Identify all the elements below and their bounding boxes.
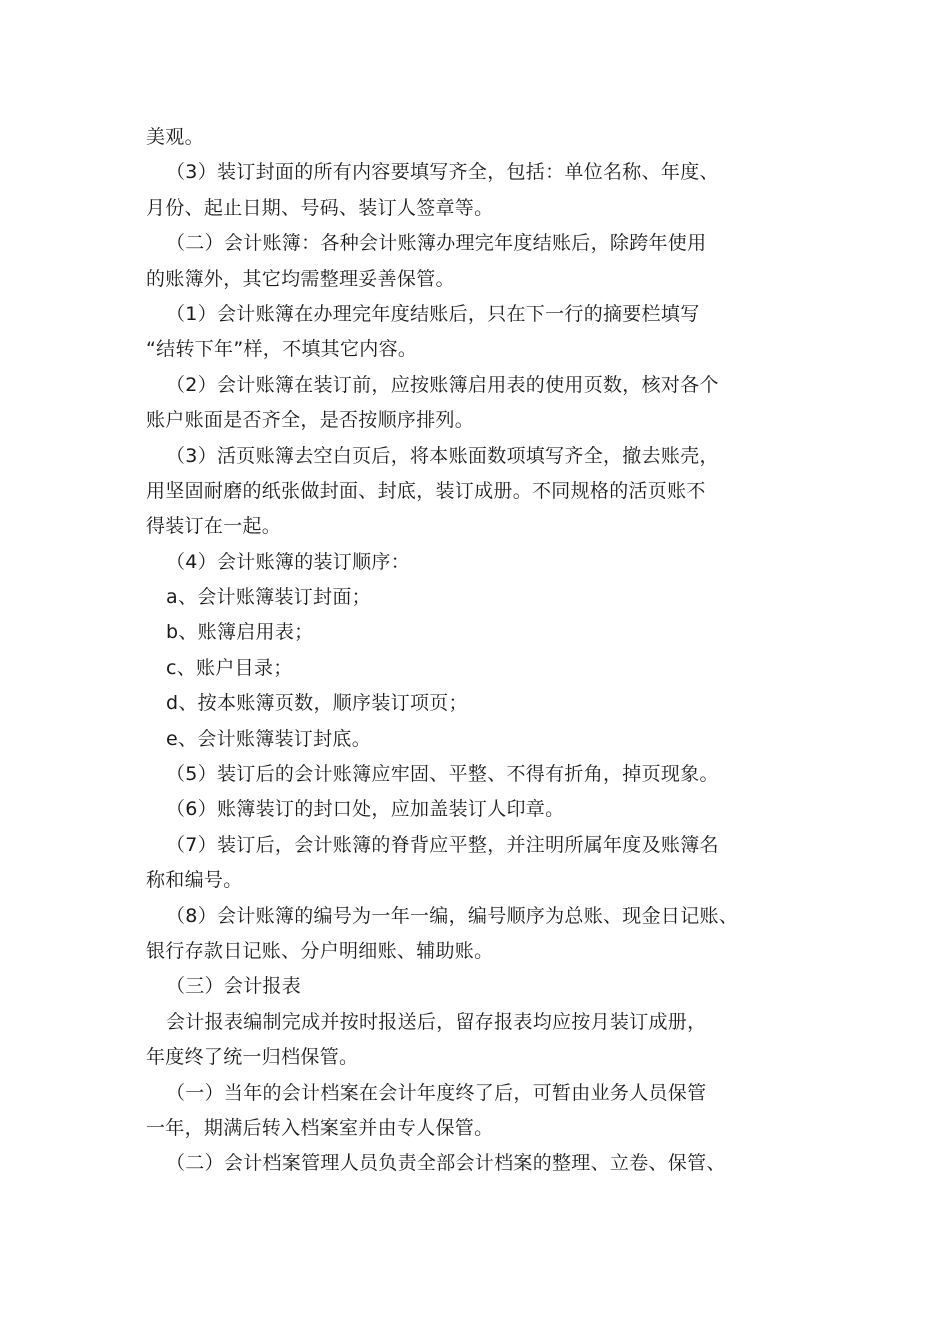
list-item: c、账户目录； <box>166 656 293 679</box>
text-line: （二）会计档案管理人员负责全部会计档案的整理、立卷、保管、 <box>166 1152 726 1175</box>
text-line: 银行存款日记账、分户明细账、辅助账。 <box>146 939 494 962</box>
text-line: （8）会计账簿的编号为一年一编，编号顺序为总账、现金日记账、 <box>166 904 739 927</box>
text-line: （7）装订后，会计账簿的脊背应平整，并注明所属年度及账簿名 <box>166 833 719 856</box>
text-line: 得装订在一起。 <box>146 515 282 538</box>
text-line: 账户账面是否齐全，是否按顺序排列。 <box>146 409 475 432</box>
text-line: （5）装订后的会计账簿应牢固、平整、不得有折角，掉页现象。 <box>166 763 719 786</box>
text-line: （1）会计账簿在办理完年度结账后，只在下一行的摘要栏填写 <box>166 302 700 325</box>
text-line: “结转下年”样，不填其它内容。 <box>146 338 418 361</box>
text-line: 年度终了统一归档保管。 <box>146 1046 359 1069</box>
list-item: d、按本账簿页数，顺序装订项页； <box>166 692 468 715</box>
text-line: （3）装订封面的所有内容要填写齐全，包括：单位名称、年度、 <box>166 161 719 184</box>
text-line: 的账簿外，其它均需整理妥善保管。 <box>146 267 455 290</box>
text-line: 用坚固耐磨的纸张做封面、封底，装订成册。不同规格的活页账不 <box>146 479 706 502</box>
text-line: （2）会计账簿在装订前，应按账簿启用表的使用页数，核对各个 <box>166 373 719 396</box>
list-item: a、会计账簿装订封面； <box>166 586 371 609</box>
list-item: b、账簿启用表； <box>166 621 314 644</box>
text-line: （二）会计账簿：各种会计账簿办理完年度结账后，除跨年使用 <box>166 232 707 255</box>
text-line: 一年，期满后转入档案室并由专人保管。 <box>146 1116 494 1139</box>
section-heading: （三）会计报表 <box>166 975 302 998</box>
document-body <box>146 120 836 1182</box>
text-line: （6）账簿装订的封口处，应加盖装订人印章。 <box>166 798 565 821</box>
text-line: （3）活页账簿去空白页后，将本账面数项填写齐全，撤去账壳， <box>166 444 719 467</box>
text-line: 美观。 <box>146 126 204 148</box>
text-line: 会计报表编制完成并按时报送后，留存报表均应按月装订成册， <box>166 1010 707 1033</box>
text-line: 月份、起止日期、号码、装订人签章等。 <box>146 196 494 219</box>
text-line: （一）当年的会计档案在会计年度终了后，可暂由业务人员保管 <box>166 1081 707 1104</box>
text-line: （4）会计账簿的装订顺序： <box>166 550 410 573</box>
list-item: e、会计账簿装订封底。 <box>166 727 371 750</box>
text-line: 称和编号。 <box>146 869 243 892</box>
